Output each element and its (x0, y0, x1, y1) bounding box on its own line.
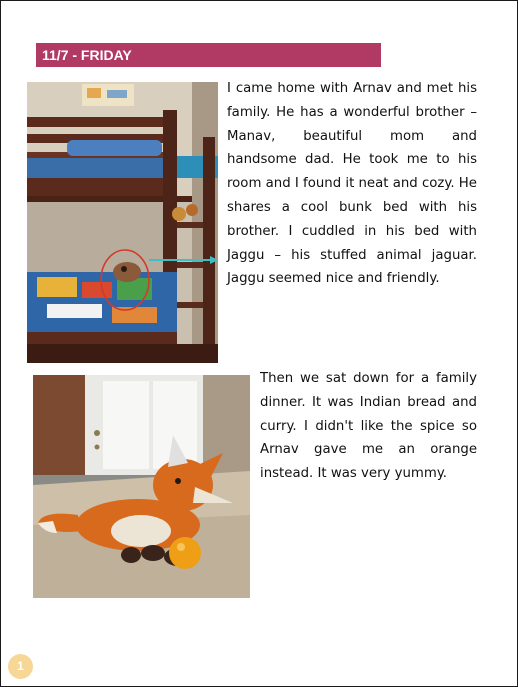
page-number-badge: 1 (8, 654, 33, 679)
fox-orange-photo (33, 375, 250, 598)
paragraph-arrival: I came home with Arnav and met his family. He has a wonderful brother – Manav, beautiful mom and handsome dad. He took me to his room and I found it neat and cozy. He shares a cool bunk bed with his brother. I cuddled in his bed with Jaggu – his stuffed animal jaguar. Jaggu seemed nice and friendly. (227, 81, 477, 287)
bunk-bed-photo (27, 82, 218, 363)
paragraph-dinner: Then we sat down for a family dinner. It was Indian bread and curry. I didn't like the spice so Arnav gave me an orange instead. It was very yummy. (260, 371, 477, 482)
date-heading: 11/7 - FRIDAY (36, 43, 381, 67)
